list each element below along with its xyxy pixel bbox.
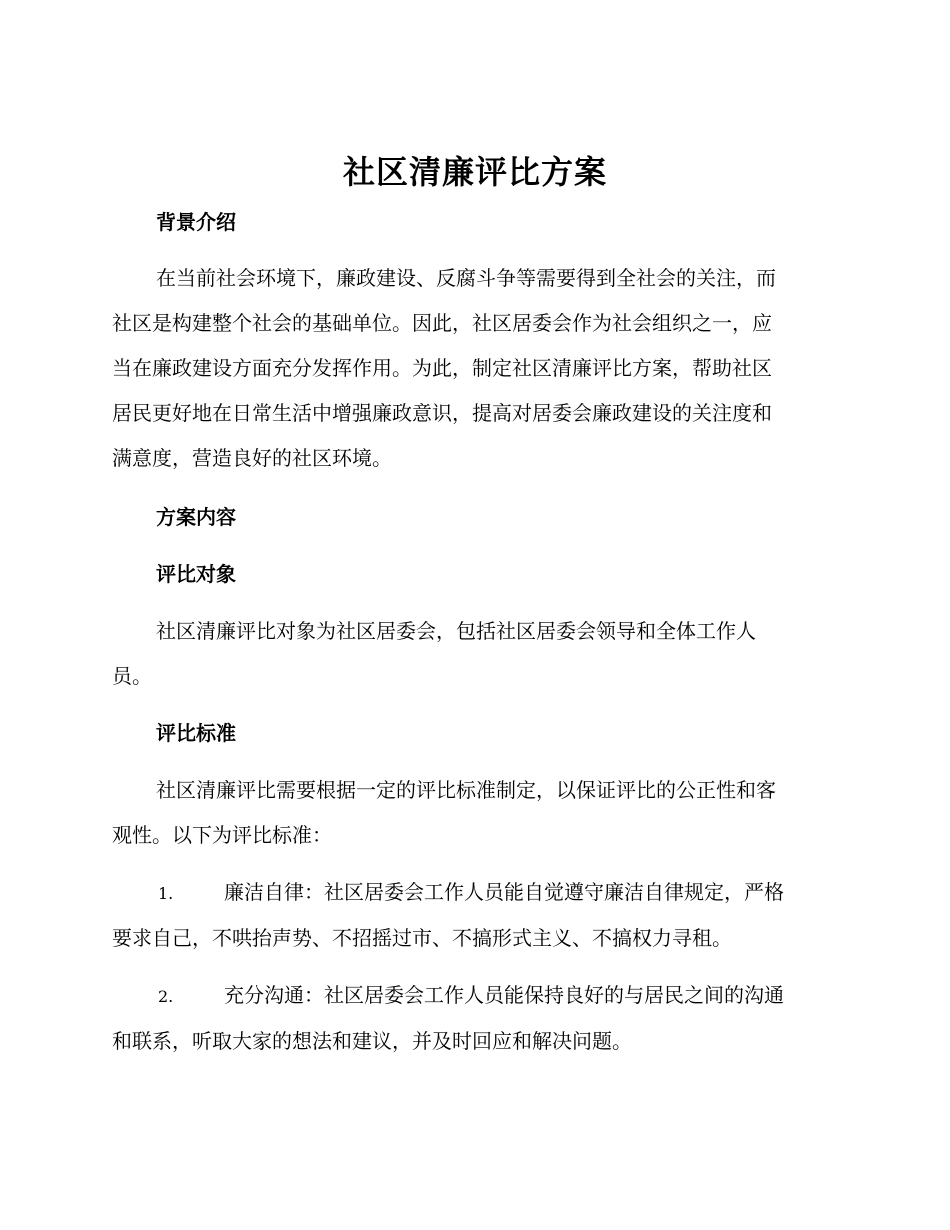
list-item-standard-2 bbox=[112, 973, 836, 1064]
list-text: 廉洁自律：社区居委会工作人员能自觉遵守廉洁自律规定，严格 bbox=[224, 880, 784, 904]
list-item-line bbox=[112, 973, 836, 1019]
paragraph-standard bbox=[112, 768, 836, 858]
heading-background: 背景介绍 bbox=[156, 210, 236, 234]
paragraph-line: 在当前社会环境下，廉政建设、反腐斗争等需要得到全社会的关注，而 bbox=[156, 266, 776, 290]
paragraph-line: 社区清廉评比对象为社区居委会，包括社区居委会领导和全体工作人 bbox=[156, 619, 756, 643]
heading-content: 方案内容 bbox=[156, 505, 236, 529]
list-item-line: 和联系，听取大家的想法和建议，并及时回应和解决问题。 bbox=[112, 1029, 632, 1053]
paragraph-line: 观性。以下为评比标准： bbox=[112, 823, 332, 847]
paragraph-line: 员。 bbox=[112, 664, 152, 688]
paragraph-line: 满意度，营造良好的社区环境。 bbox=[112, 446, 392, 470]
list-item-standard-1 bbox=[112, 870, 836, 961]
heading-object: 评比对象 bbox=[156, 562, 236, 586]
paragraph-line: 社区是构建整个社会的基础单位。因此，社区居委会作为社会组织之一，应 bbox=[112, 311, 772, 335]
list-number: 2. bbox=[158, 987, 174, 1006]
paragraph-line: 居民更好地在日常生活中增强廉政意识，提高对居委会廉政建设的关注度和 bbox=[112, 401, 772, 425]
list-text: 充分沟通：社区居委会工作人员能保持良好的与居民之间的沟通 bbox=[224, 983, 784, 1007]
paragraph-line: 社区清廉评比需要根据一定的评比标准制定，以保证评比的公正性和客 bbox=[156, 778, 776, 802]
paragraph-object bbox=[112, 609, 836, 699]
list-number: 1. bbox=[158, 884, 174, 903]
list-item-line: 要求自己，不哄抬声势、不招摇过市、不搞形式主义、不搞权力寻租。 bbox=[112, 926, 732, 950]
paragraph-line: 当在廉政建设方面充分发挥作用。为此，制定社区清廉评比方案，帮助社区 bbox=[112, 356, 772, 380]
paragraph-background bbox=[112, 256, 836, 481]
document-title: 社区清廉评比方案 bbox=[342, 153, 607, 191]
list-item-line bbox=[112, 870, 836, 916]
heading-standard: 评比标准 bbox=[156, 721, 236, 745]
